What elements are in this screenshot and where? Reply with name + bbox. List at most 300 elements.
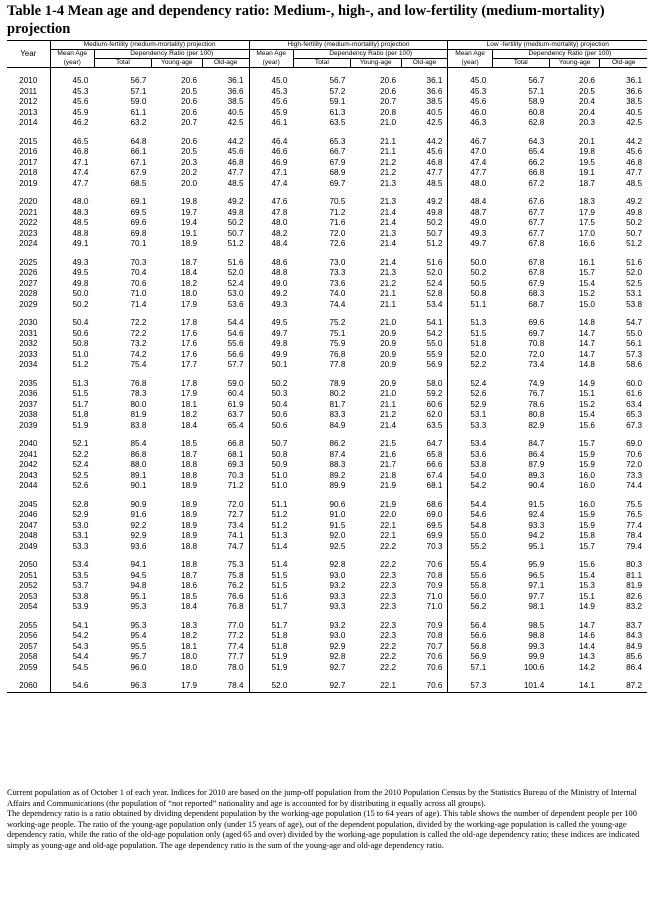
mean-age-header: Mean Age [249,50,293,59]
table-title: Table 1-4 Mean age and dependency ratio: Medium-, high-, and low-fertility (medium-mortality) projection [7,3,605,37]
value-cell: 67.8 [528,257,545,267]
value-cell: 81.9 [130,410,147,419]
value-cell: 89.3 [528,470,545,480]
value-cell: 76.5 [626,510,642,519]
value-cell: 97.1 [528,581,545,590]
value-cell: 49.9 [249,350,293,361]
value-cell: 21.1 [380,136,397,146]
value-cell: 59.0 [227,378,244,388]
value-cell: 78.3 [130,389,147,398]
value-cell: 69.0 [426,510,443,519]
value-cell: 17.6 [181,339,198,348]
value-cell: 20.9 [380,378,397,388]
value-cell: 18.8 [181,460,198,469]
value-cell: 51.5 [50,389,94,400]
footnote-population-note: Current population as of October 1 of each year. Indices for 2010 are based on the jump-off population from the 2010 Population Census by the Statistics Bureau of the Ministry of Internal Affairs and Communications (the population of “not reported” nationality and age is accounted for by distributing it equally across all groups). [7,788,637,808]
value-cell: 18.6 [181,581,198,590]
table-row [7,439,647,450]
year-cell: 2055 [19,620,38,630]
table-row [7,663,647,674]
value-cell: 50.2 [426,218,443,227]
value-cell: 54.6 [448,510,492,521]
value-cell: 48.2 [249,229,293,240]
value-cell: 18.0 [181,289,198,298]
value-cell: 45.6 [249,97,293,108]
value-cell: 61.1 [130,107,147,117]
value-cell: 47.4 [50,168,94,179]
mean-age-header: Mean Age [50,50,94,59]
value-cell: 21.7 [380,460,397,469]
table-row [7,510,647,521]
value-cell: 53.6 [448,450,492,461]
value-cell: 21.1 [380,147,397,156]
value-cell: 14.4 [579,641,595,651]
value-cell: 51.0 [249,481,293,492]
value-cell: 60.0 [626,378,642,388]
value-cell: 70.4 [130,268,147,277]
value-cell: 74.4 [329,299,346,309]
value-cell: 51.8 [50,410,94,421]
table-row [7,289,647,300]
group-spacer [7,431,647,439]
value-cell: 81.7 [329,399,346,409]
value-cell: 49.2 [426,197,443,206]
value-cell: 49.2 [249,289,293,300]
value-cell: 50.5 [448,279,492,290]
year-cell: 2056 [19,631,38,640]
value-cell: 21.9 [380,499,397,509]
table-row [7,592,647,603]
group-spacer [7,371,647,379]
value-cell: 78.9 [329,378,346,388]
value-cell: 70.8 [426,631,443,640]
value-cell: 50.2 [249,379,293,390]
value-cell: 66.7 [329,147,346,156]
value-cell: 69.3 [227,460,244,469]
young-age-header: Young-age [549,59,600,68]
value-cell: 51.4 [249,542,293,553]
value-cell: 76.8 [329,349,346,359]
value-cell: 68.3 [528,289,545,298]
value-cell: 54.0 [448,471,492,482]
value-cell: 48.4 [448,197,492,208]
year-cell: 2053 [19,591,38,601]
value-cell: 49.8 [227,207,244,217]
value-cell: 67.2 [528,178,545,188]
year-cell: 2035 [19,378,38,388]
value-cell: 15.4 [579,278,595,288]
table-row [7,560,647,571]
value-cell: 85.6 [626,652,642,661]
table-row [7,258,647,269]
value-cell: 47.7 [227,168,244,177]
value-cell: 50.4 [50,318,94,329]
value-cell: 53.5 [50,571,94,582]
value-cell: 69.8 [130,228,147,238]
year-cell: 2018 [19,168,38,177]
value-cell: 21.6 [380,449,397,459]
value-cell: 86.2 [329,439,346,448]
value-cell: 21.4 [380,218,397,227]
value-cell: 67.7 [528,207,545,217]
value-cell: 56.9 [426,360,443,369]
value-cell: 56.0 [448,592,492,603]
value-cell: 19.5 [579,157,595,167]
old-age-header: Old-age [202,59,249,68]
value-cell: 20.2 [181,168,198,177]
year-cell: 2058 [19,652,38,661]
value-cell: 56.7 [329,76,346,85]
value-cell: 53.0 [50,521,94,532]
value-cell: 36.6 [426,86,443,96]
table-row [7,421,647,432]
value-cell: 90.1 [130,481,147,490]
value-cell: 20.5 [181,86,198,96]
year-cell: 2050 [19,560,38,569]
value-cell: 70.6 [426,662,443,672]
value-cell: 83.2 [626,602,642,611]
value-cell: 53.7 [50,581,94,592]
year-cell: 2052 [19,581,38,590]
footnote [7,788,649,852]
table-row [7,400,647,411]
year-cell: 2039 [19,420,38,430]
value-cell: 46.8 [626,157,642,167]
value-cell: 14.7 [579,328,595,338]
value-cell: 84.9 [626,641,642,651]
value-cell: 18.3 [579,197,595,206]
value-cell: 83.8 [130,420,147,430]
value-cell: 96.3 [94,681,151,692]
value-cell: 21.1 [380,399,397,409]
value-cell: 50.0 [448,258,492,269]
value-cell: 67.1 [130,157,147,167]
value-cell: 73.6 [329,278,346,288]
value-cell: 53.0 [227,289,244,298]
value-cell: 17.9 [181,389,198,398]
value-cell: 48.7 [448,208,492,219]
value-cell: 17.5 [579,218,595,227]
value-cell: 45.3 [448,87,492,98]
year-cell: 2020 [19,197,38,206]
value-cell: 18.7 [181,449,198,459]
value-cell: 14.8 [579,360,595,369]
value-cell: 15.9 [579,510,595,519]
value-cell: 18.3 [181,620,198,630]
value-cell: 51.5 [249,581,293,592]
value-cell: 20.6 [380,86,397,96]
table-row [7,97,647,108]
value-cell: 56.7 [130,76,147,85]
year-cell: 2057 [19,641,38,651]
value-cell: 22.3 [380,631,397,640]
value-cell: 21.2 [380,410,397,419]
value-cell: 20.3 [579,118,595,127]
year-cell: 2041 [19,449,38,459]
value-cell: 36.6 [227,86,244,96]
young-age-header: Young-age [151,59,202,68]
value-cell: 18.9 [181,499,198,509]
value-cell: 61.6 [626,389,642,398]
value-cell: 48.5 [626,178,642,188]
value-cell: 52.4 [227,278,244,288]
group-spacer [7,129,647,137]
value-cell: 16.6 [579,239,595,248]
value-cell: 48.0 [249,218,293,229]
value-cell: 44.2 [626,136,642,146]
table-row [7,521,647,532]
value-cell: 21.0 [380,318,397,327]
value-cell: 91.5 [528,499,545,509]
value-cell: 50.8 [249,450,293,461]
value-cell: 93.3 [329,602,346,611]
value-cell: 21.4 [380,239,397,248]
year-cell: 2011 [19,86,38,96]
value-cell: 88.3 [329,460,346,469]
value-cell: 86.4 [528,449,545,459]
value-cell: 20.9 [380,328,397,338]
value-cell: 21.3 [380,197,397,206]
value-cell: 22.1 [380,531,397,540]
table-row [7,329,647,340]
value-cell: 84.7 [528,439,545,448]
value-cell: 54.7 [626,318,642,327]
value-cell: 20.8 [380,107,397,117]
value-cell: 50.2 [626,218,642,227]
table-row [7,642,647,653]
table-row [7,460,647,471]
value-cell: 16.0 [579,470,595,480]
value-cell: 75.9 [329,339,346,348]
table-row [7,168,647,179]
value-cell: 50.2 [448,268,492,279]
value-cell: 92.4 [528,510,545,519]
value-cell: 15.9 [579,460,595,469]
value-cell: 54.5 [50,663,94,674]
value-cell: 65.8 [426,449,443,459]
value-cell: 42.5 [227,118,244,127]
value-cell: 75.8 [227,570,244,580]
value-cell: 72.2 [130,328,147,338]
value-cell: 93.3 [329,591,346,601]
value-cell: 50.6 [249,410,293,421]
value-cell: 15.2 [579,289,595,298]
value-cell: 51.6 [249,592,293,603]
year-cell: 2024 [19,239,38,248]
value-cell: 54.2 [448,481,492,492]
table-row [7,602,647,613]
value-cell: 54.6 [50,681,94,692]
table-row [7,137,647,148]
value-cell: 86.8 [130,449,147,459]
value-cell: 45.0 [249,76,293,87]
value-cell: 51.7 [249,602,293,613]
value-cell: 71.4 [130,299,147,309]
value-cell: 70.5 [329,197,346,206]
value-cell: 51.7 [50,400,94,411]
value-cell: 56.2 [448,602,492,613]
value-cell: 17.0 [579,228,595,238]
value-cell: 21.4 [380,420,397,430]
value-cell: 50.2 [227,218,244,227]
value-cell: 20.5 [579,86,595,96]
table-row [7,350,647,361]
year-header: Year [20,49,37,58]
value-cell: 22.2 [380,662,397,672]
value-cell: 69.7 [329,178,346,188]
value-cell: 78.0 [227,662,244,672]
value-cell: 68.1 [227,449,244,459]
table-row [7,360,647,371]
value-cell: 58.6 [626,360,642,369]
value-cell: 93.6 [130,541,147,551]
value-cell: 51.6 [426,257,443,267]
value-cell: 20.5 [181,147,198,156]
value-cell: 70.3 [227,470,244,480]
year-cell: 2033 [19,349,38,359]
value-cell: 57.3 [626,349,642,359]
value-cell: 69.5 [130,207,147,217]
table-row [7,229,647,240]
value-cell: 53.4 [426,299,443,309]
value-cell: 49.5 [249,318,293,329]
value-cell: 48.0 [448,179,492,190]
value-cell: 71.0 [426,591,443,601]
value-cell: 15.1 [579,591,595,601]
value-cell: 46.6 [249,147,293,158]
value-cell: 45.6 [626,147,642,156]
value-cell: 75.2 [329,318,346,327]
value-cell: 70.1 [130,239,147,248]
value-cell: 54.1 [426,318,443,327]
value-cell: 73.3 [329,268,346,277]
value-cell: 36.1 [626,76,642,85]
value-cell: 17.9 [181,299,198,309]
year-cell: 2021 [19,207,38,217]
table-row [7,531,647,542]
value-cell: 69.1 [130,197,147,206]
value-cell: 77.7 [227,652,244,661]
value-cell: 98.8 [528,631,545,640]
value-cell: 21.4 [380,207,397,217]
value-cell: 50.6 [249,421,293,432]
value-cell: 56.1 [626,339,642,348]
value-cell: 63.5 [329,118,346,127]
value-cell: 53.9 [50,602,94,613]
year-cell: 2046 [19,510,38,519]
value-cell: 50.7 [426,228,443,238]
value-cell: 51.9 [249,663,293,674]
value-cell: 47.7 [50,179,94,190]
value-cell: 75.3 [227,560,244,569]
value-cell: 42.5 [626,118,642,127]
value-cell: 18.4 [181,602,198,611]
value-cell: 53.1 [626,289,642,298]
value-cell: 50.8 [50,339,94,350]
value-cell: 22.3 [380,591,397,601]
value-cell: 44.2 [227,136,244,146]
value-cell: 49.1 [50,239,94,250]
value-cell: 16.0 [579,499,595,509]
mean-age-unit: (year) [249,59,293,68]
value-cell: 20.9 [380,349,397,359]
value-cell: 18.0 [181,662,198,672]
value-cell: 48.0 [50,197,94,208]
value-cell: 21.1 [380,299,397,309]
value-cell: 69.0 [626,439,642,448]
value-cell: 52.0 [426,268,443,277]
table-row [7,208,647,219]
value-cell: 49.8 [626,207,642,217]
table-row [7,621,647,632]
value-cell: 48.6 [249,258,293,269]
value-cell: 95.3 [130,602,147,611]
value-cell: 70.6 [401,681,448,692]
value-cell: 20.6 [181,107,198,117]
value-cell: 51.2 [249,510,293,521]
value-cell: 76.8 [130,378,147,388]
value-cell: 94.8 [130,581,147,590]
value-cell: 57.3 [448,681,492,692]
value-cell: 21.2 [380,157,397,167]
value-cell: 52.5 [50,471,94,482]
year-cell: 2048 [19,531,38,540]
value-cell: 36.1 [227,76,244,85]
value-cell: 54.3 [50,642,94,653]
value-cell: 75.4 [130,360,147,369]
value-cell: 95.5 [130,641,147,651]
value-cell: 52.0 [227,268,244,277]
value-cell: 60.4 [227,389,244,398]
value-cell: 15.7 [579,439,595,448]
value-cell: 74.9 [528,378,545,388]
total-header: Total [492,59,549,68]
value-cell: 46.1 [249,118,293,129]
year-cell: 2037 [19,399,38,409]
value-cell: 52.4 [448,379,492,390]
value-cell: 64.7 [426,439,443,448]
value-cell: 87.2 [600,681,647,692]
value-cell: 45.9 [249,108,293,119]
table-row [7,158,647,169]
value-cell: 18.2 [181,278,198,288]
value-cell: 65.3 [626,410,642,419]
value-cell: 20.7 [380,97,397,106]
value-cell: 45.6 [448,97,492,108]
value-cell: 54.8 [448,521,492,532]
value-cell: 49.0 [448,218,492,229]
value-cell: 15.4 [579,570,595,580]
value-cell: 53.4 [448,439,492,450]
table-row [7,197,647,208]
value-cell: 74.1 [227,531,244,540]
table-row [7,379,647,390]
value-cell: 45.6 [426,147,443,156]
value-cell: 56.6 [448,631,492,642]
value-cell: 73.2 [130,339,147,348]
value-cell: 21.3 [380,268,397,277]
value-cell: 71.0 [130,289,147,298]
value-cell: 15.7 [579,541,595,551]
value-cell: 88.0 [130,460,147,469]
value-cell: 18.5 [181,439,198,448]
value-cell: 17.8 [181,318,198,327]
value-cell: 71.6 [329,218,346,227]
value-cell: 50.0 [50,289,94,300]
value-cell: 93.3 [528,520,545,530]
value-cell: 21.2 [380,168,397,177]
value-cell: 82.6 [626,591,642,601]
